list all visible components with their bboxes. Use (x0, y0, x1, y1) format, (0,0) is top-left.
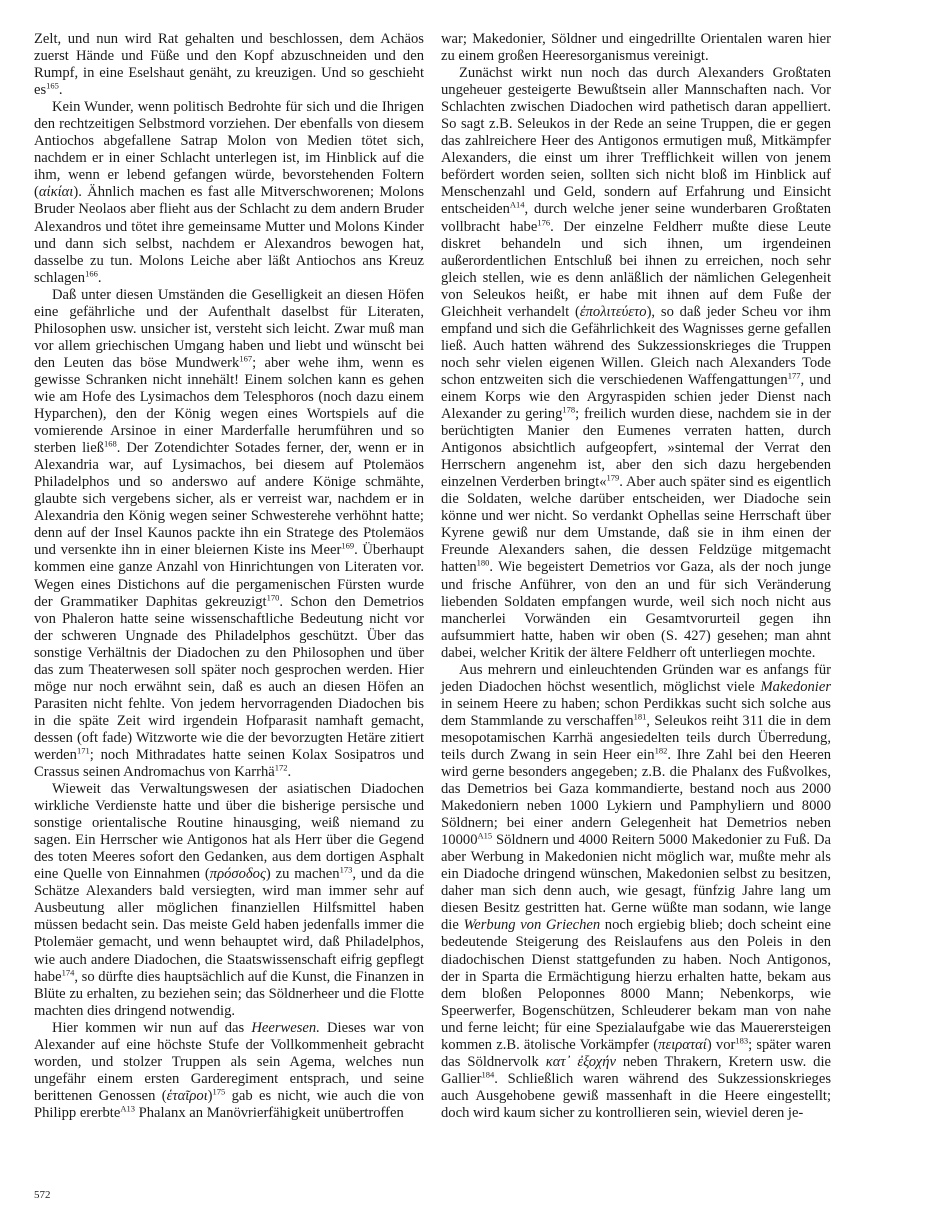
footnote-ref[interactable]: 168 (104, 438, 117, 449)
footnote-ref[interactable]: 165 (46, 80, 59, 91)
footnote-ref[interactable]: 170 (266, 592, 280, 603)
footnote-ref[interactable]: 173 (339, 864, 353, 875)
footnote-ref[interactable]: 176 (537, 217, 551, 228)
paragraph: Daß unter diesen Umständen die Geselligkeit an diesen Höfen eine gefährliche und der Aufenthalt daselbst für Literaten, Philosophen usw. unsicher ist, versteht sich leicht. Zwar muß man vor allem griechischen Umgang haben und liebt und wünscht bei den Leuten das böse Mundwerk$^{167}$; aber wehe ihm, wenn es gewisse Schranken nicht innehält! Einem solchen kann es gehen wie am Hofe des Lysimachos dem Telesphoros (noch dazu einem Hyparchen), den der König wegen eines Wortspiels auf die vomierende Arsinoe in einer Marderfalle herumführen und so sterben ließ$^{168}$. Der Zotendichter Sotades ferner, der, wenn er in Alexandria war, auf Lysimachos, bei diesem auf Ptolemäos Philadelphos und so anderswo auf andere Könige schmähte, glaubte sich vergebens sicher, als er verreist war, nachdem er in Alexandria den König wegen seiner Schwesterehe verhöhnt hatte; denn auf der Insel Kaunos packte ihn ein Stratege des Ptolemäos und versenkte ihn in einer bleiernen Kiste ins Meer$^{169}$. Überhaupt kommen eine ganze Anzahl von Hinrichtungen von Literaten vor. Wegen eines Distichons auf die pergamenischen Fürsten wurde der Grammatiker Daphitas gekreuzigt$^{170}$. Schon den Demetrios von Phaleron hatte seine wissenschaftliche Bedeutung nicht vor der schweren Ungnade des Philadelphos geschützt. Über das sonstige Verhältnis der Diadochen zu den Philosophen und über das zum Theaterwesen soll später noch gesprochen werden. Hier möge nur noch erwähnt sein, daß es auch an diesen Höfen an Parasiten nicht fehlte. Von jedem hervorragenden Diadochen bis in die späte Zeit wird irgendein Hofparasit namhaft gemacht, dessen (oft fade) Witzworte wie die der bevorzugten Hetäre zitiert werden$^{171}$; noch Mithradates hatte seinen Kolax Sosipatros und Crassus seinen Andromachus von Karrhä$^{172}$. (34, 286, 424, 781)
footnote-ref[interactable]: 182 (654, 745, 668, 756)
footnote-ref[interactable]: 175 (212, 1086, 226, 1097)
paragraph: Wieweit das Verwaltungswesen der asiatischen Diadochen wirkliche Verdienste hatte und über die bisherige persische und sonstige orientalische Routine hinausging, weiß niemand zu sagen. Ein Herrscher wie Antigonos hat als Herr über die Gegend des toten Meeres sofort den Gedanken, aus dem dortigen Asphalt eine Quelle von Einnahmen (πρόσοδος) zu machen$^{173}$, und da die Schätze Alexanders bald versiegten, wird man immer sehr auf Ausbeutung aller möglichen finanziellen Hilfsmittel haben müssen bedacht sein. Das meiste Geld haben jedenfalls immer die Ptolemäer gemacht, und wenn behauptet wird, daß Philadelphos, wie auch andere Diadochen, die Staatswissenschaft eifrig gepflegt habe$^{174}$, so dürfte dies hauptsächlich auf die Kunst, die Finanzen in Blüte zu erhalten, zu beziehen sein; das Söldnerheer und die Flotte machten dies dringend notwendig. (34, 781, 425, 1019)
paragraph: Aus mehrern und einleuchtenden Gründen war es anfangs für jeden Diadochen höchst wesentlich, möglichst viele Makedonier in seinem Heere zu haben; schon Perdikkas sucht sich solche aus dem Stammlande zu verschaffen$^{181}$, Seleukos reiht 311 die in dem mesopotamischen Karrhä angesiedelten teils durch Überredung, teils durch Zwang in sein Heer ein$^{182}$. Ihre Zahl bei den Heeren wird gerne besonders angegeben; z.B. die Phalanx des Fußvolkes, das Demetrios bei Gaza kommandierte, bestand noch aus 2000 Makedoniern neben 1000 Lykiern und Pamphyliern und 8000 Söldnern; bei einer andern Gelegenheit hat Demetrios neben $10000^{A15}$ Söldnern und 4000 Reitern 5000 Makedonier zu Fuß. Da aber Werbung in Makedonien nicht möglich war, mußte mehr als ein Diadoche dringend wünschen, Makedonien selbst zu besitzen, daher man sich denn auch, wie gesagt, fünfzig Jahre lang um diesen Besitz gestritten hat. Gerne wüßte man sodann, wie lange die Werbung von Griechen noch ergiebig blieb; doch scheint eine bedeutende Steigerung des Reislaufens aus den Poleis in den diadochischen Dienst stattgefunden zu haben. Noch Antigonos, der in Sparta die Ermächtigung hierzu erhalten hatte, bekam aus dem bloßen Peloponnes 8000 Mann; Nebenkorps, wie Speerwerfer, Bogenschützen, Schleuderer bekam man von nahe und ferne leicht; für eine Spezialaufgabe wie das Mauerersteigen kommen z.B. ätolische Vorkämpfer (πειραταί) vor$^{183}$; später waren das Söldnervolk κατ᾽ ἐξοχήν neben Thrakern, Kretern usw. die Gallier$^{184}$. Schließlich waren während des Sukzessionskrieges auch Ausgehobene gewiß massenhaft in die Heere eingestellt; doch wird kaum sicher zu kontrollieren sein, wieviel deren je- (441, 661, 832, 1121)
footnote-ref[interactable]: 180 (476, 557, 490, 568)
footnote-ref[interactable]: 167 (239, 353, 253, 364)
footnote-ref[interactable]: 177 (787, 370, 801, 381)
right-column (441, 31, 831, 1122)
footnote-ref[interactable]: 181 (633, 711, 647, 722)
paragraph: Zunächst wirkt nun noch das durch Alexanders Großtaten ungeheuer gesteigerte Bewußtsein aller Mannschaften nach. Vor Schlachten zwischen Diadochen wird pathetisch daran appelliert. So sagt z.B. Seleukos in der Rede an seine Truppen, die er gegen das zahlreichere Heer des Antigonos ermutigen muß, Mitkämpfer Alexanders, die einst um ihrer Trefflichkeit willen von jenem befördert worden seien, sollten sich nicht bloß im Hinblick auf Menschenzahl und Geld, sondern auf Erfahrung und Einsicht entscheiden$^{A14}$, durch welche jener seine wunderbaren Großtaten vollbracht habe$^{176}$. Der einzelne Feldherr mußte diese Leute diskret behandeln und sich ihnen, um irgendeinen außerordentlichen Entschluß bei ihnen zu erreichen, noch sehr gleich stellen, wie es denn anläßlich der nämlichen Gelegenheit von Seleukos heißt, er habe mit ihnen auf dem Fuße der Gleichheit verhandelt (ἐπολιτεύετο), so daß jeder Scheu vor ihm empfand und sich die Gefährlichkeit des Wagnisses gerne gefallen ließ. Auch hatten während des Sukzessionskrieges die Truppen noch sehr vielen eigenen Willen. Gleich nach Alexanders Tode schon entzweiten sich die verschiedenen Waffengattungen$^{177}$, und einem Korps wie den Argyraspiden schien jeder Dienst nach Alexander zu gering$^{178}$; freilich wurden diese, nachdem sie in der berüchtigten Manier den Eumenes verraten hatten, durch Antigonos absichtlich aufgeopfert, »sintemal der Verrat den Herrschern angenehm ist, aber den sich dazu hergebenden einzelnen Verderben bringt«$^{179}$. Aber auch später sind es eigentlich die Soldaten, welche darüber entscheiden, wer Diadoche sein könne und wer nicht. So verdankt Ophellas seine Herrschaft über Kyrene gewiß nur dem Umstande, daß sie in ihm einen der Freunde Alexanders sahen, die dessen Feldzüge mitgemacht hatten$^{180}$. Wie begeistert Demetrios vor Gaza, als der noch junge und frische Anführer, von den an und für sich Veränderung liebenden Soldaten empfangen wurde, weil sich noch nicht aus mancherlei Vorwänden ein Gesamtvorurteil gegen ihn aufsummiert hatte, haben wir oben (S. 427) gesehen; man ahnt dabei, welcher Kritik der ältere Feldherr oft unterliegen mochte. (441, 65, 832, 661)
paragraph: Zelt, und nun wird Rat gehalten und beschlossen, dem Achäos zuerst Hände und Füße und den Kopf abzuschneiden und den Rumpf, in eine Eselshaut genäht, zu kreuzigen. Und so geschieht $es^{165}$. (34, 31, 424, 99)
footnote-ref[interactable]: 184 (481, 1069, 495, 1080)
annotation-ref[interactable]: A14 (509, 199, 525, 210)
footnote-ref[interactable]: 169 (341, 540, 355, 551)
page-number: 572 (34, 1189, 51, 1201)
paragraph: Hier kommen wir nun auf das Heerwesen. Dieses war von Alexander auf eine höchste Stufe der Vollkommenheit gebracht worden, und stolzer Truppen als sein Agema, welches nun ungefähr einem ersten Garderegiment entsprach, und seine berittenen Genossen (ἑταῖροι)$^{175}$ gab es nicht, wie auch die von Philipp ererbte$^{A13}$ Phalanx an Manövrierfähigkeit unübertroffen (34, 1019, 425, 1121)
footnote-ref[interactable]: 183 (735, 1035, 749, 1046)
annotation-ref[interactable]: A13 (120, 1103, 135, 1114)
left-column (34, 31, 424, 1122)
paragraph: Kein Wunder, wenn politisch Bedrohte für sich und die Ihrigen den rechtzeitigen Selbstmord vorziehen. Der ebenfalls von diesem Antiochos abgefallene Satrap Molon von Medien tötet sich, nachdem er in einer Schlacht unterlegen ist, im Hinblick auf die ihm, wenn er lebend gefangen würde, bevorstehenden Foltern (αἰκίαι). Ähnlich machen es fast alle Mitverschworenen; Molons Bruder Neolaos aber flieht aus der Schlacht zu dem andern Bruder Alexandros und tötet ihre gemeinsame Mutter und Molons Kinder und dann sich selbst, nachdem er Alexandros bewogen hat, dasselbe zu tun. Molons Leiche aber läßt Antiochos ans Kreuz schlagen$^{166}$. (34, 99, 424, 286)
footnote-ref[interactable]: 178 (562, 404, 576, 415)
footnote-ref[interactable]: 166 (85, 268, 98, 279)
footnote-ref[interactable]: 179 (606, 472, 620, 483)
annotation-ref[interactable]: A15 (477, 830, 493, 841)
footnote-ref[interactable]: 174 (61, 967, 75, 978)
footnote-ref[interactable]: 172 (274, 762, 288, 773)
footnote-ref[interactable]: 171 (76, 745, 90, 756)
paragraph: war; Makedonier, Söldner und eingedrillte Orientalen waren hier zu einem großen Heeresorganismus vereinigt. (441, 31, 831, 65)
